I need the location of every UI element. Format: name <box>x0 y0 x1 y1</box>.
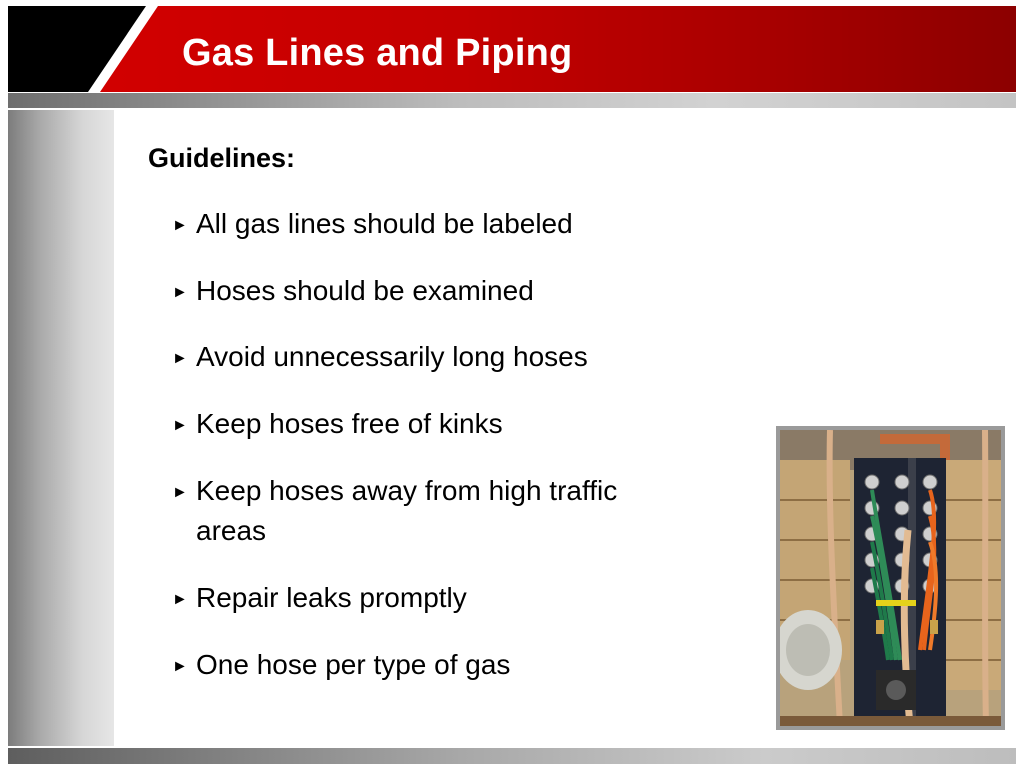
bullet-text: Avoid unnecessarily long hoses <box>196 341 588 372</box>
bullet-text: One hose per type of gas <box>196 649 511 680</box>
bullet-arrow-icon: ► <box>172 217 188 234</box>
bullet-text: Hoses should be examined <box>196 275 534 306</box>
slide-title: Gas Lines and Piping <box>182 32 573 74</box>
bullet-arrow-icon: ► <box>172 284 188 301</box>
top-divider-strip <box>8 93 1016 108</box>
gas-manifold-photo-icon <box>780 430 1001 726</box>
bullet-arrow-icon: ► <box>172 350 188 367</box>
bullet-item <box>172 271 692 313</box>
bullet-item <box>172 471 632 551</box>
bullet-item <box>172 578 692 620</box>
bullet-arrow-icon: ► <box>172 658 188 675</box>
bullet-text: Keep hoses away from high traffic areas <box>196 475 618 546</box>
bullet-item <box>172 337 692 379</box>
bullet-text: Repair leaks promptly <box>196 582 467 613</box>
bullet-arrow-icon: ► <box>172 417 188 434</box>
left-gray-column <box>8 110 114 746</box>
bottom-divider-strip <box>8 748 1016 764</box>
bullet-item <box>172 404 692 446</box>
bullet-item <box>172 645 692 687</box>
guidelines-heading: Guidelines: <box>148 143 296 173</box>
bullet-arrow-icon: ► <box>172 484 188 501</box>
bullet-item <box>172 204 692 246</box>
bullet-arrow-icon: ► <box>172 591 188 608</box>
bullet-text: Keep hoses free of kinks <box>196 408 503 439</box>
bullet-text: All gas lines should be labeled <box>196 208 573 239</box>
photo-frame <box>776 426 1005 730</box>
title-bar <box>8 6 1016 92</box>
